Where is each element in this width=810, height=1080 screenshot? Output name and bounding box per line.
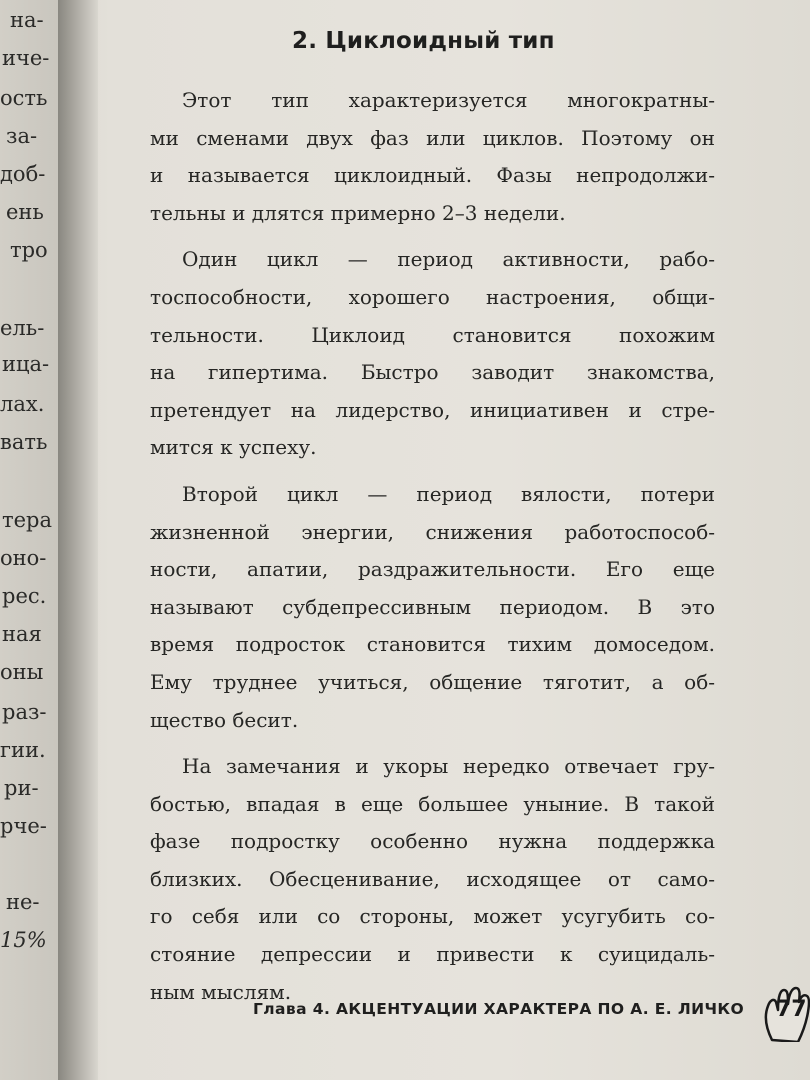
text-line: Один цикл — период активности, рабо- bbox=[182, 247, 715, 272]
text-line: ным мыслям. bbox=[150, 979, 292, 1004]
paragraph bbox=[150, 476, 715, 739]
left-fragment: не- bbox=[6, 890, 40, 914]
text-line: стояние депрессии и привести к суицидаль- bbox=[150, 942, 715, 967]
left-fragment: тро bbox=[10, 238, 48, 262]
left-fragment: на- bbox=[10, 8, 44, 32]
text-line: тоспособности, хорошего настроения, общи- bbox=[150, 284, 715, 309]
text-line: ности, апатии, раздражительности. Его еще bbox=[150, 557, 715, 582]
left-fragment: рче- bbox=[0, 814, 47, 838]
left-fragment: за- bbox=[6, 124, 38, 148]
text-line: Ему труднее учиться, общение тяготит, а об- bbox=[150, 669, 715, 694]
left-fragment: ица- bbox=[2, 352, 50, 376]
text-line: На замечания и укоры нередко отвечает гру- bbox=[182, 754, 715, 779]
section-title: 2. Циклоидный тип bbox=[292, 28, 555, 54]
left-fragment: доб- bbox=[0, 162, 46, 186]
left-fragment: гии. bbox=[0, 738, 46, 762]
left-fragment: оно- bbox=[0, 546, 47, 570]
text-line: фазе подростку особенно нужна поддержка bbox=[150, 829, 715, 854]
left-fragment: ель- bbox=[0, 316, 45, 340]
paragraph bbox=[150, 748, 715, 1011]
left-fragment: ная bbox=[2, 622, 42, 646]
left-fragment: тера bbox=[2, 508, 53, 532]
left-fragment: ри- bbox=[4, 776, 39, 800]
page-number: 77 bbox=[776, 997, 807, 1022]
left-fragment: 15% bbox=[0, 928, 47, 952]
left-fragment: ень bbox=[6, 200, 44, 224]
body-text bbox=[150, 82, 715, 1020]
text-line: ми сменами двух фаз или циклов. Поэтому он bbox=[150, 125, 715, 150]
left-fragment: рес. bbox=[2, 584, 47, 608]
left-fragment: иче- bbox=[2, 46, 50, 70]
text-line: претендует на лидерство, инициативен и стре- bbox=[150, 397, 715, 422]
text-line: жизненной энергии, снижения работоспособ- bbox=[150, 519, 715, 544]
text-line: тельны и длятся примерно 2–3 недели. bbox=[150, 200, 566, 225]
paragraph bbox=[150, 241, 715, 467]
text-line: го себя или со стороны, может усугубить со- bbox=[150, 904, 715, 929]
text-line: бостью, впадая в еще большее уныние. В такой bbox=[150, 791, 715, 816]
left-fragment: ость bbox=[0, 86, 48, 110]
gutter-shadow bbox=[58, 0, 98, 1080]
text-line: щество бесит. bbox=[150, 707, 299, 732]
text-line: близких. Обесценивание, исходящее от само- bbox=[150, 866, 715, 891]
text-line: время подросток становится тихим домоседом. bbox=[150, 632, 715, 657]
text-line: мится к успеху. bbox=[150, 435, 317, 460]
text-line: Второй цикл — период вялости, потери bbox=[182, 481, 715, 506]
left-fragment: оны bbox=[0, 660, 44, 684]
text-line: называют субдепрессивным периодом. В это bbox=[150, 594, 715, 619]
paragraph bbox=[150, 82, 715, 232]
text-line: Этот тип характеризуется многократны- bbox=[182, 88, 715, 112]
text-line: и называется циклоидный. Фазы непродолжи- bbox=[150, 163, 715, 188]
left-fragment: лах. bbox=[0, 392, 45, 416]
running-footer: Глава 4. АКЦЕНТУАЦИИ ХАРАКТЕРА ПО А. Е. ЛИЧКО bbox=[253, 1000, 745, 1018]
left-fragment: раз- bbox=[2, 700, 47, 724]
text-line: тельности. Циклоид становится похожим bbox=[150, 322, 715, 347]
left-fragment: вать bbox=[0, 430, 48, 454]
text-line: на гипертима. Быстро заводит знакомства, bbox=[150, 360, 715, 385]
